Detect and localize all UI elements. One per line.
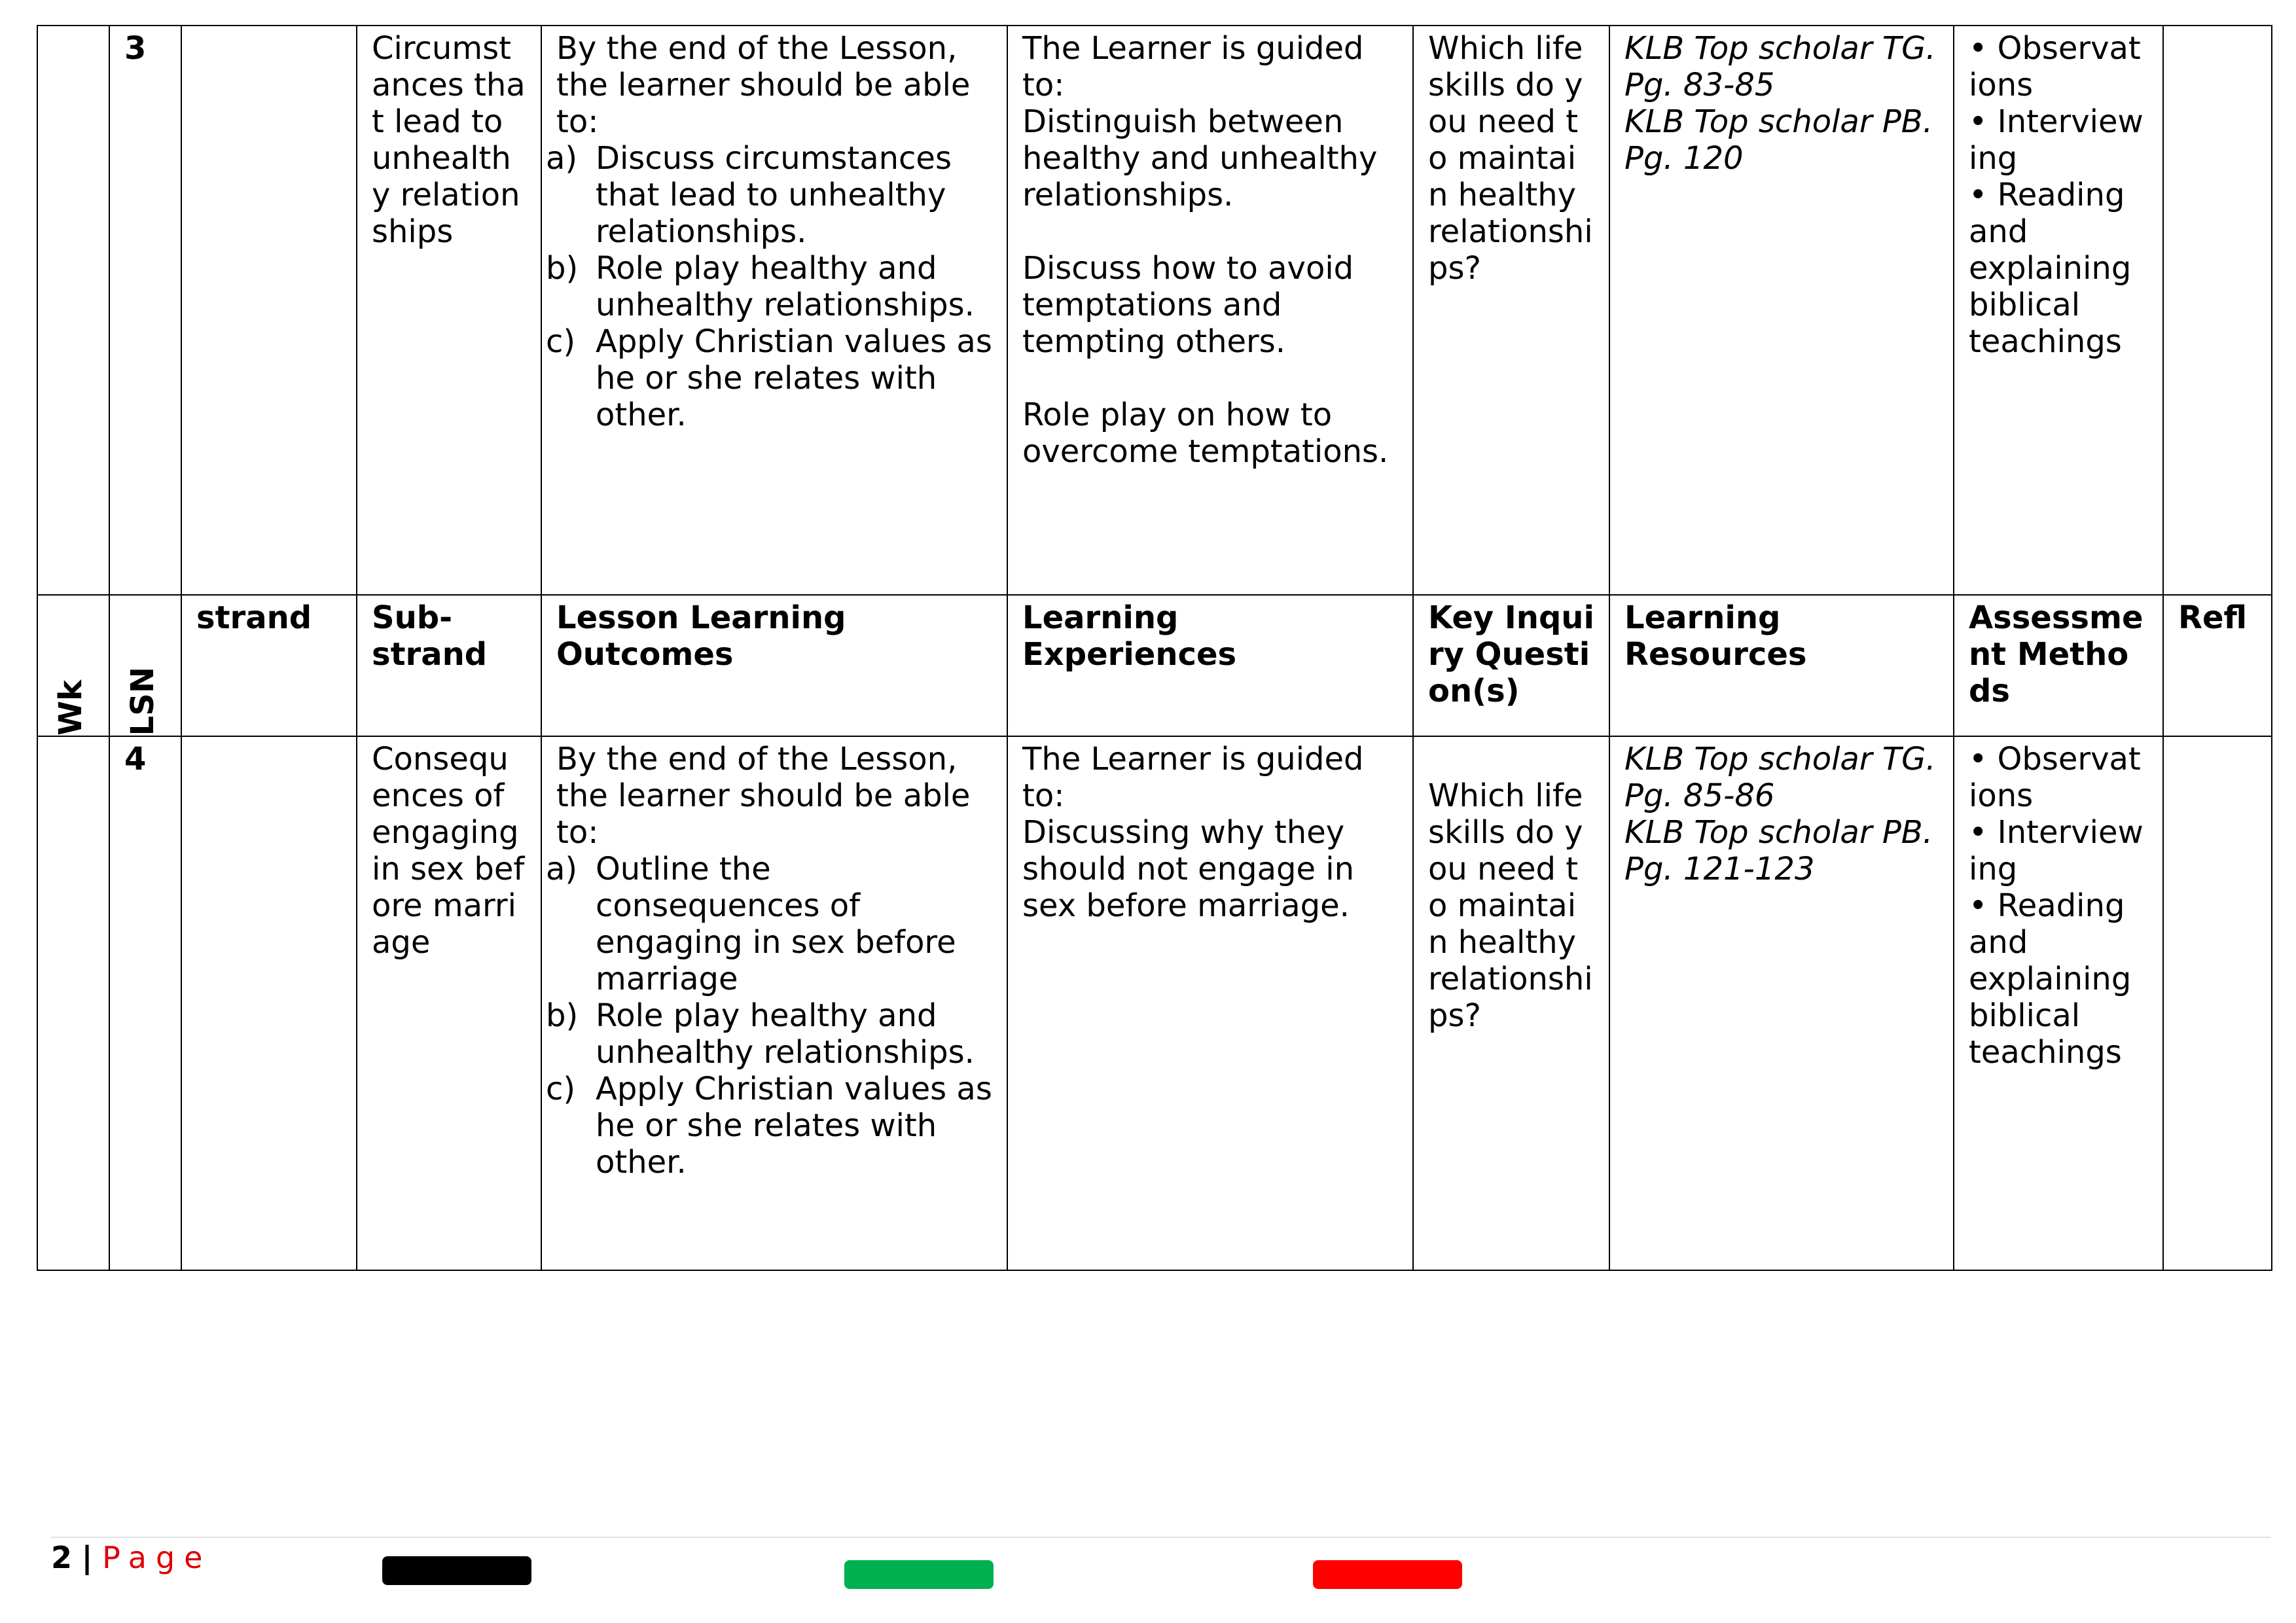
learning-experiences-cell [1007, 736, 1413, 1270]
sub-strand-text: Consequences of engaging in sex before marriage [372, 741, 525, 961]
sub-strand-cell [357, 736, 541, 1270]
strand-cell [181, 736, 357, 1270]
footer-bar-green [844, 1560, 994, 1589]
header-experiences: Learning Experiences [1007, 595, 1413, 736]
experience-text: The Learner is guided to: [1022, 30, 1364, 103]
footer-divider [51, 1537, 2271, 1538]
outcome-text: Apply Christian values as he or she relates with other. [596, 1071, 992, 1181]
lesson-row [37, 26, 2272, 595]
header-row [37, 595, 2272, 736]
resource-text: KLB Top scholar TG. Pg. 83-85 [1624, 30, 1936, 103]
resource-text: KLB Top scholar TG. Pg. 85-86 [1624, 741, 1936, 814]
header-strand: strand [181, 595, 357, 736]
learning-experiences-cell [1007, 26, 1413, 595]
learning-resources-cell [1609, 736, 1954, 1270]
experience-text: Distinguish between healthy and unhealthy relationships. [1022, 103, 1378, 213]
outcome-text: Apply Christian values as he or she relates with other. [596, 323, 992, 433]
header-lsn [109, 595, 181, 736]
page-word: Page [102, 1540, 212, 1575]
key-inquiry-cell [1413, 736, 1609, 1270]
week-cell [37, 736, 109, 1270]
page-number: 2 [51, 1540, 73, 1575]
key-inquiry-text: Which life skills do you need to maintain healthy relationships? [1428, 30, 1593, 287]
outcome-label: b) [546, 250, 579, 287]
outcome-text: Outline the consequences of engaging in sex before marriage [596, 851, 956, 997]
outcome-label: b) [546, 997, 579, 1034]
header-outcomes: Lesson Learning Outcomes [541, 595, 1007, 736]
experience-text: Role play on how to overcome temptations. [1022, 397, 1389, 470]
footer-bar-black [382, 1556, 531, 1585]
experience-text: Discussing why they should not engage in sex before marriage. [1022, 814, 1354, 924]
outcomes-list [546, 851, 994, 1181]
page-footer [51, 1539, 211, 1576]
page-separator: | [81, 1540, 93, 1575]
outcomes-intro: By the end of the Lesson, the learner should be able to: [556, 741, 971, 851]
key-inquiry-cell [1413, 26, 1609, 595]
outcome-item [546, 997, 994, 1071]
assessment-item: • Observations [1969, 30, 2141, 103]
lesson-row [37, 736, 2272, 1270]
outcome-text: Role play healthy and unhealthy relationships. [596, 250, 975, 323]
assessment-item: • Interviewing [1969, 103, 2144, 177]
lesson-number-cell [109, 26, 181, 595]
outcome-item [546, 140, 994, 250]
header-reflection: Refl [2163, 595, 2272, 736]
reflection-cell [2163, 736, 2272, 1270]
header-lsn-text: LSN [124, 666, 161, 736]
sub-strand-text: Circumstances that lead to unhealthy relationships [372, 30, 526, 250]
assessment-item: • Interviewing [1969, 814, 2144, 887]
header-sub-strand: Sub-strand [357, 595, 541, 736]
outcome-label: c) [546, 1071, 576, 1107]
header-assessment: Assessment Methods [1954, 595, 2163, 736]
lesson-number: 4 [124, 741, 147, 777]
outcome-text: Role play healthy and unhealthy relationships. [596, 997, 975, 1071]
lesson-number: 3 [124, 30, 147, 67]
reflection-cell [2163, 26, 2272, 595]
outcome-label: a) [546, 140, 578, 177]
outcomes-list [546, 140, 994, 433]
header-wk-text: Wk [52, 680, 89, 736]
week-cell [37, 26, 109, 595]
assessment-cell [1954, 26, 2163, 595]
outcome-text: Discuss circumstances that lead to unhealthy relationships. [596, 140, 952, 250]
learning-outcomes-cell [541, 736, 1007, 1270]
outcome-item [546, 250, 994, 323]
resource-text: KLB Top scholar PB. Pg. 121-123 [1624, 814, 1933, 887]
resource-text: KLB Top scholar PB. Pg. 120 [1624, 103, 1933, 177]
sub-strand-cell [357, 26, 541, 595]
assessment-item: • Reading and explaining biblical teachings [1969, 887, 2132, 1071]
experience-text: Discuss how to avoid temptations and tempting others. [1022, 250, 1354, 360]
lesson-number-cell [109, 736, 181, 1270]
scheme-of-work-table [37, 25, 2272, 1271]
footer-bar-red [1313, 1560, 1462, 1589]
strand-cell [181, 26, 357, 595]
assessment-item: • Observations [1969, 741, 2141, 814]
outcomes-intro: By the end of the Lesson, the learner should be able to: [556, 30, 971, 140]
outcome-item [546, 1071, 994, 1181]
experience-text: The Learner is guided to: [1022, 741, 1364, 814]
learning-outcomes-cell [541, 26, 1007, 595]
assessment-cell [1954, 736, 2163, 1270]
assessment-item: • Reading and explaining biblical teachings [1969, 177, 2132, 360]
header-inquiry: Key Inquiry Question(s) [1413, 595, 1609, 736]
header-wk [37, 595, 109, 736]
outcome-label: a) [546, 851, 578, 887]
outcome-item [546, 323, 994, 433]
key-inquiry-text: Which life skills do you need to maintain healthy relationships? [1428, 777, 1593, 1034]
learning-resources-cell [1609, 26, 1954, 595]
header-resources: Learning Resources [1609, 595, 1954, 736]
outcome-item [546, 851, 994, 997]
outcome-label: c) [546, 323, 576, 360]
